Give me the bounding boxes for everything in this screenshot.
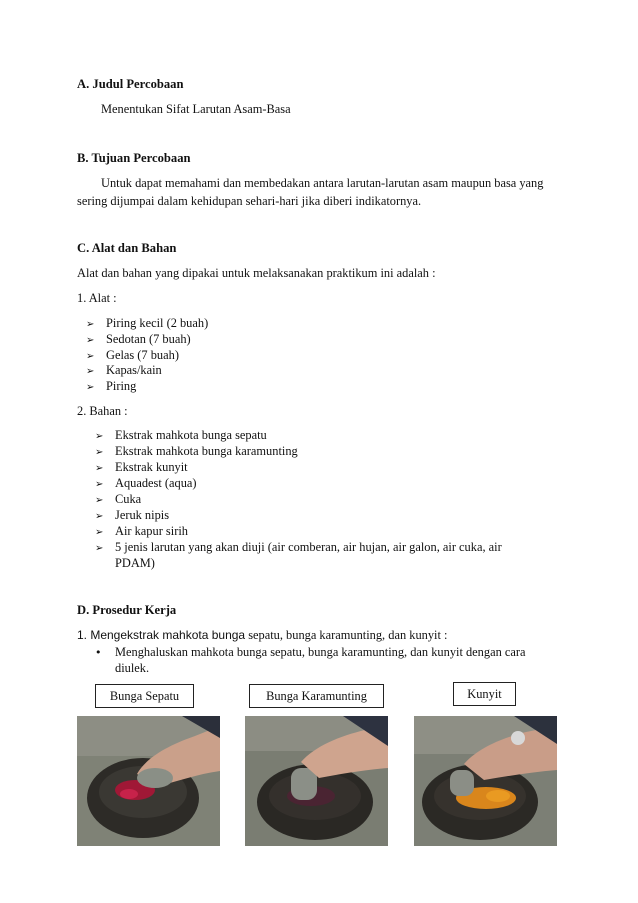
list-item: ➢ Gelas (7 buah) bbox=[86, 348, 179, 362]
label-bunga-sepatu: Bunga Sepatu bbox=[95, 684, 194, 708]
list-item: ➢ Cuka bbox=[95, 492, 142, 506]
list-item: ➢ Kapas/kain bbox=[86, 363, 162, 377]
arrow-bullet-icon: ➢ bbox=[95, 527, 104, 538]
arrow-bullet-icon: ➢ bbox=[86, 366, 95, 377]
arrow-bullet-icon: ➢ bbox=[95, 511, 104, 522]
photo-bunga-karamunting bbox=[245, 716, 388, 846]
photo-bunga-sepatu bbox=[77, 716, 220, 846]
list-item: ➢ 5 jenis larutan yang akan diuji (air comberan, air hujan, air galon, air cuka, air bbox=[95, 540, 502, 554]
arrow-bullet-icon: ➢ bbox=[86, 335, 95, 346]
section-b-title: B. Tujuan Percobaan bbox=[77, 151, 191, 165]
arrow-bullet-icon: ➢ bbox=[95, 543, 104, 554]
arrow-bullet-icon: ➢ bbox=[95, 431, 104, 442]
arrow-bullet-icon: ➢ bbox=[95, 463, 104, 474]
step1-line bbox=[77, 628, 447, 643]
step1-sub-continuation: diulek. bbox=[115, 661, 150, 675]
section-a-title: A. Judul Percobaan bbox=[77, 77, 184, 91]
section-d-title: D. Prosedur Kerja bbox=[77, 603, 177, 617]
label-kunyit: Kunyit bbox=[453, 682, 516, 706]
photo-kunyit bbox=[414, 716, 557, 846]
step1-prefix: 1. Mengekstrak mahkota bunga bbox=[77, 628, 246, 642]
section-b-line2: sering dijumpai dalam kehidupan sehari-hari jika diberi indikatornya. bbox=[77, 194, 422, 208]
list-item: ➢ Aquadest (aqua) bbox=[95, 476, 197, 490]
bahan-label: 2. Bahan : bbox=[77, 404, 128, 418]
step1-rest: sepatu, bunga karamunting, dan kunyit : bbox=[245, 628, 448, 642]
section-a-body: Menentukan Sifat Larutan Asam-Basa bbox=[101, 102, 291, 116]
step1-sub-item: • Menghaluskan mahkota bunga sepatu, bunga karamunting, dan kunyit dengan cara bbox=[95, 645, 526, 659]
arrow-bullet-icon: ➢ bbox=[86, 351, 95, 362]
section-c-intro: Alat dan bahan yang dipakai untuk melaksanakan praktikum ini adalah : bbox=[77, 266, 436, 280]
list-item: ➢ Ekstrak kunyit bbox=[95, 460, 188, 474]
alat-label: 1. Alat : bbox=[77, 291, 117, 305]
section-b-line1: Untuk dapat memahami dan membedakan antara larutan-larutan asam maupun basa yang bbox=[101, 176, 544, 190]
list-item: ➢ Air kapur sirih bbox=[95, 524, 188, 538]
list-item: ➢ Sedotan (7 buah) bbox=[86, 332, 191, 346]
list-item: ➢ Ekstrak mahkota bunga karamunting bbox=[95, 444, 298, 458]
list-item-continuation: PDAM) bbox=[115, 556, 155, 570]
label-bunga-karamunting: Bunga Karamunting bbox=[249, 684, 384, 708]
arrow-bullet-icon: ➢ bbox=[95, 479, 104, 490]
list-item: ➢ Ekstrak mahkota bunga sepatu bbox=[95, 428, 267, 442]
arrow-bullet-icon: ➢ bbox=[86, 319, 95, 330]
list-item: ➢ Piring bbox=[86, 379, 137, 393]
arrow-bullet-icon: ➢ bbox=[95, 447, 104, 458]
list-item: ➢ Piring kecil (2 buah) bbox=[86, 316, 209, 330]
arrow-bullet-icon: ➢ bbox=[86, 382, 95, 393]
section-c-title: C. Alat dan Bahan bbox=[77, 241, 177, 255]
dot-bullet-icon: • bbox=[95, 646, 102, 659]
list-item: ➢ Jeruk nipis bbox=[95, 508, 170, 522]
arrow-bullet-icon: ➢ bbox=[95, 495, 104, 506]
